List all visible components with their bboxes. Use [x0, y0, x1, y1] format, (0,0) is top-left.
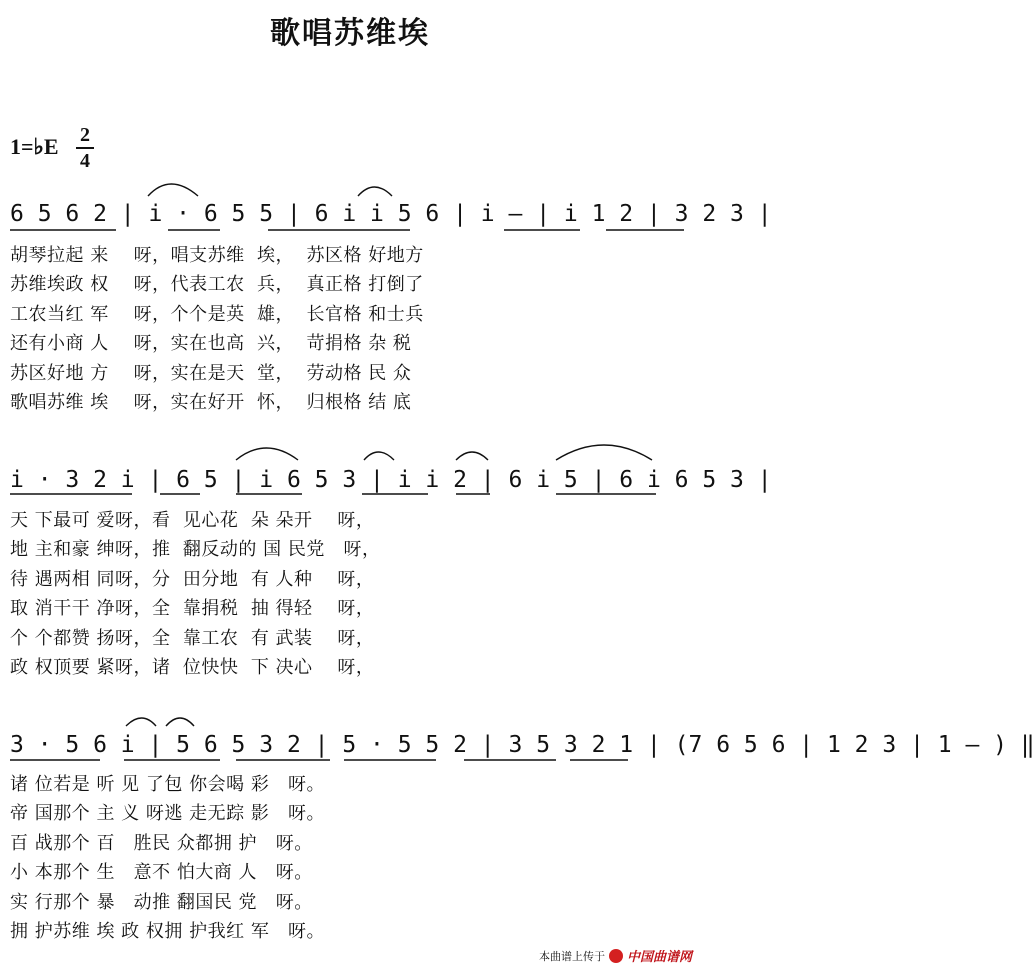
- lyrics-block-3: [10, 770, 694, 946]
- lyric-line: 政 权顶要 紧呀，诸 位快快 下 决心 呀，: [10, 656, 375, 678]
- notation-line-1: 6 5 6 2 | i · 6 5 5 | 6 i i 5 6 | i – | i 1 2 | 3 2 3 |: [10, 201, 772, 227]
- lyric-line: 实 行那个 暴 动推 翻国民 党 呀。: [10, 891, 313, 913]
- slur-mark: [556, 445, 652, 460]
- song-title: 歌唱苏维埃: [270, 16, 430, 51]
- slur-mark: [126, 718, 156, 726]
- lyric-line: 小 本那个 生 意不 怕大商 人 呀。: [10, 862, 313, 884]
- footer: [539, 946, 692, 965]
- lyric-line: 帝 国那个 主 义 呀逃 走无踪 影 呀。: [10, 803, 325, 825]
- slur-mark: [236, 448, 298, 460]
- lyric-line: 百 战那个 百 胜民 众都拥 护 呀。: [10, 832, 313, 854]
- time-signature-bottom: 4: [80, 150, 90, 172]
- lyrics-block-1: [10, 241, 694, 417]
- lyric-line: 工农当红 军 呀，个个是英 雄， 长官格 和士兵: [10, 303, 424, 325]
- lyric-line: 苏维埃政 权 呀，代表工农 兵， 真正格 打倒了: [10, 274, 424, 296]
- slur-mark: [364, 452, 394, 460]
- lyric-line: 还有小商 人 呀，实在也高 兴， 苛捐格 杂 税: [10, 333, 412, 355]
- notation-line-3: 3 · 5 6 i | 5 6 5 3 2 | 5 · 5 5 2 | 3 5 3 2 1 | (7 6 5 6 | 1 2 3 | 1 – ) ‖: [10, 732, 1035, 758]
- lyric-line: 取 消干干 净呀，全 靠捐税 抽 得轻 呀，: [10, 598, 375, 620]
- notation-line-2: i · 3 2 i | 6 5 | i 6 5 3 | i i 2 | 6 i 5 | 6 i 6 5 3 |: [10, 467, 772, 493]
- time-signature: [76, 124, 94, 172]
- lyric-line: 拥 护苏维 埃 政 权拥 护我红 军 呀。: [10, 920, 325, 942]
- lyric-line: 胡琴拉起 来 呀，唱支苏维 埃， 苏区格 好地方: [10, 245, 424, 266]
- lyric-line: 天 下最可 爱呀，看 见心花 朵 朵开 呀，: [10, 510, 375, 531]
- lyric-line: 诸 位若是 听 见 了包 你会喝 彩 呀。: [10, 774, 325, 795]
- key-signature: 1=♭E: [10, 134, 59, 159]
- slur-mark: [456, 452, 488, 460]
- time-signature-bar: [76, 147, 94, 149]
- site-name[interactable]: 中国曲谱网: [626, 950, 692, 965]
- slur-mark: [148, 184, 198, 196]
- lyric-line: 地 主和豪 绅呀，推 翻反动的 国 民党 呀，: [10, 539, 381, 561]
- lyrics-block-2: [10, 506, 694, 682]
- lyric-line: 苏区好地 方 呀，实在是天 堂， 劳动格 民 众: [10, 362, 412, 384]
- time-signature-top: 2: [80, 124, 90, 146]
- lyric-line: 待 遇两相 同呀，分 田分地 有 人种 呀，: [10, 568, 375, 590]
- site-logo-icon: [609, 949, 623, 963]
- lyric-line: 歌唱苏维 埃 呀，实在好开 怀， 归根格 结 底: [10, 391, 412, 413]
- slur-mark: [166, 718, 194, 726]
- slur-mark: [358, 187, 392, 196]
- lyric-line: 个 个都赞 扬呀，全 靠工农 有 武装 呀，: [10, 627, 375, 649]
- footer-text: 本曲谱上传于: [538, 949, 605, 963]
